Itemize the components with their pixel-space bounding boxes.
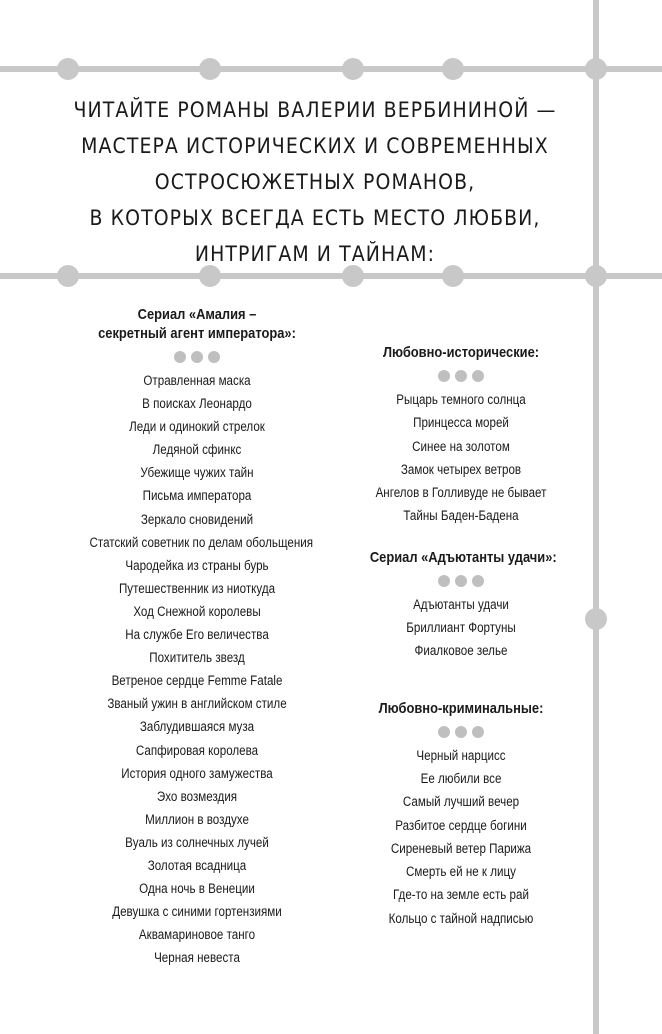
book-title: Где-то на земле есть рай [393, 887, 529, 903]
book-title: На службе Его величества [125, 627, 269, 643]
book-list [355, 388, 567, 528]
heading-line: ЧИТАЙТЕ РОМАНЫ ВАЛЕРИИ ВЕРБИНИНОЙ — [73, 98, 557, 122]
divider-dot [455, 370, 467, 382]
book-title: Черный нарцисс [416, 747, 506, 763]
section-historical [355, 343, 567, 528]
section-title: Любовно-исторические: [382, 344, 540, 361]
book-title: Отравленная маска [143, 373, 251, 388]
section-divider-dots [355, 575, 567, 587]
book-title: Вуаль из солнечных лучей [125, 834, 269, 850]
book-title: Тайны Баден-Бадена [403, 508, 519, 524]
book-title: Статский советник по делам обольщения [89, 534, 314, 550]
section-divider-dots [355, 726, 567, 738]
book-title: Леди и одинокий стрелок [129, 419, 265, 435]
divider-dot [455, 726, 467, 738]
book-title: Чародейка из страны бурь [125, 557, 269, 573]
divider-dot [472, 370, 484, 382]
divider-dot [438, 370, 450, 382]
heading-line: В КОТОРЫХ ВСЕГДА ЕСТЬ МЕСТО ЛЮБВИ, [89, 206, 541, 230]
book-title: Смерть ей не к лицу [406, 864, 516, 880]
section-adjutants [355, 548, 567, 663]
section-title: Сериал «Адъютанты удачи»: [369, 548, 557, 566]
frame-dot [442, 58, 464, 80]
book-title: Одна ночь в Венеции [139, 881, 255, 897]
book-title: Разбитое сердце богини [395, 817, 527, 833]
section-title: Любовно-криминальные: [378, 699, 544, 717]
frame-dot [342, 58, 364, 80]
book-title: Синее на золотом [412, 438, 510, 454]
section-divider-dots [355, 370, 567, 382]
book-title: Убежище чужих тайн [140, 465, 254, 481]
book-title: Ход Снежной королевы [133, 603, 261, 619]
section-title: Сериал «Амалия – [137, 306, 257, 323]
book-title: Бриллиант Фортуны [406, 620, 516, 636]
book-title: Адъютанты удачи [413, 596, 509, 612]
frame-dot [585, 58, 607, 80]
book-title: Золотая всадница [147, 857, 247, 873]
other-series-column [355, 343, 567, 950]
book-title: История одного замужества [121, 765, 273, 781]
book-title: Званый ужин в английском стиле [107, 696, 287, 712]
book-title: Кольцо с тайной надписью [388, 910, 534, 926]
book-title: Ветреное сердце Femme Fatale [111, 673, 283, 689]
heading-line: ОСТРОСЮЖЕТНЫХ РОМАНОВ, [154, 170, 476, 194]
book-title: Эхо возмездия [156, 788, 238, 804]
divider-dot [472, 575, 484, 587]
section-title: секретный агент императора»: [98, 325, 296, 342]
divider-dot [208, 351, 220, 363]
book-title: Черная невеста [154, 950, 240, 966]
heading-line: МАСТЕРА ИСТОРИЧЕСКИХ И СОВРЕМЕННЫХ [81, 134, 549, 158]
section-divider-dots [72, 351, 322, 363]
book-title: Рыцарь темного солнца [396, 392, 526, 407]
book-title: Девушка с синими гортензиями [112, 904, 282, 920]
divider-dot [455, 575, 467, 587]
divider-dot [438, 575, 450, 587]
book-list [355, 744, 567, 930]
book-title: Сиреневый ветер Парижа [390, 840, 532, 856]
book-title: Заблудившаяся муза [139, 719, 255, 735]
book-title: Зеркало сновидений [140, 511, 254, 527]
book-title: Ее любили все [420, 770, 502, 786]
book-title: Миллион в воздухе [145, 811, 249, 827]
book-title: Аквамариновое танго [138, 927, 256, 943]
divider-dot [472, 726, 484, 738]
frame-dot [199, 58, 221, 80]
book-title: Самый лучший вечер [402, 794, 520, 810]
divider-dot [438, 726, 450, 738]
book-title: Замок четырех ветров [400, 461, 522, 477]
section-criminal [355, 699, 567, 930]
book-title: Ангелов в Голливуде не бывает [375, 485, 547, 501]
amalia-series-column [72, 305, 322, 969]
intro-heading [68, 92, 563, 272]
frame-dot [57, 58, 79, 80]
book-title: В поисках Леонардо [142, 396, 252, 412]
book-title: Письма императора [142, 488, 252, 504]
divider-dot [191, 351, 203, 363]
book-title: Похититель звезд [149, 650, 245, 666]
book-title: Сапфировая королева [135, 742, 259, 758]
book-list [355, 593, 567, 663]
heading-line: ИНТРИГАМ И ТАЙНАМ: [194, 242, 436, 266]
book-title: Путешественник из ниоткуда [118, 580, 276, 596]
frame-dot [585, 265, 607, 287]
frame-dot [585, 608, 607, 630]
book-title: Принцесса морей [413, 415, 509, 431]
book-title: Фиалковое зелье [414, 643, 508, 659]
book-list [72, 369, 322, 969]
book-title: Ледяной сфинкс [152, 442, 242, 458]
divider-dot [174, 351, 186, 363]
